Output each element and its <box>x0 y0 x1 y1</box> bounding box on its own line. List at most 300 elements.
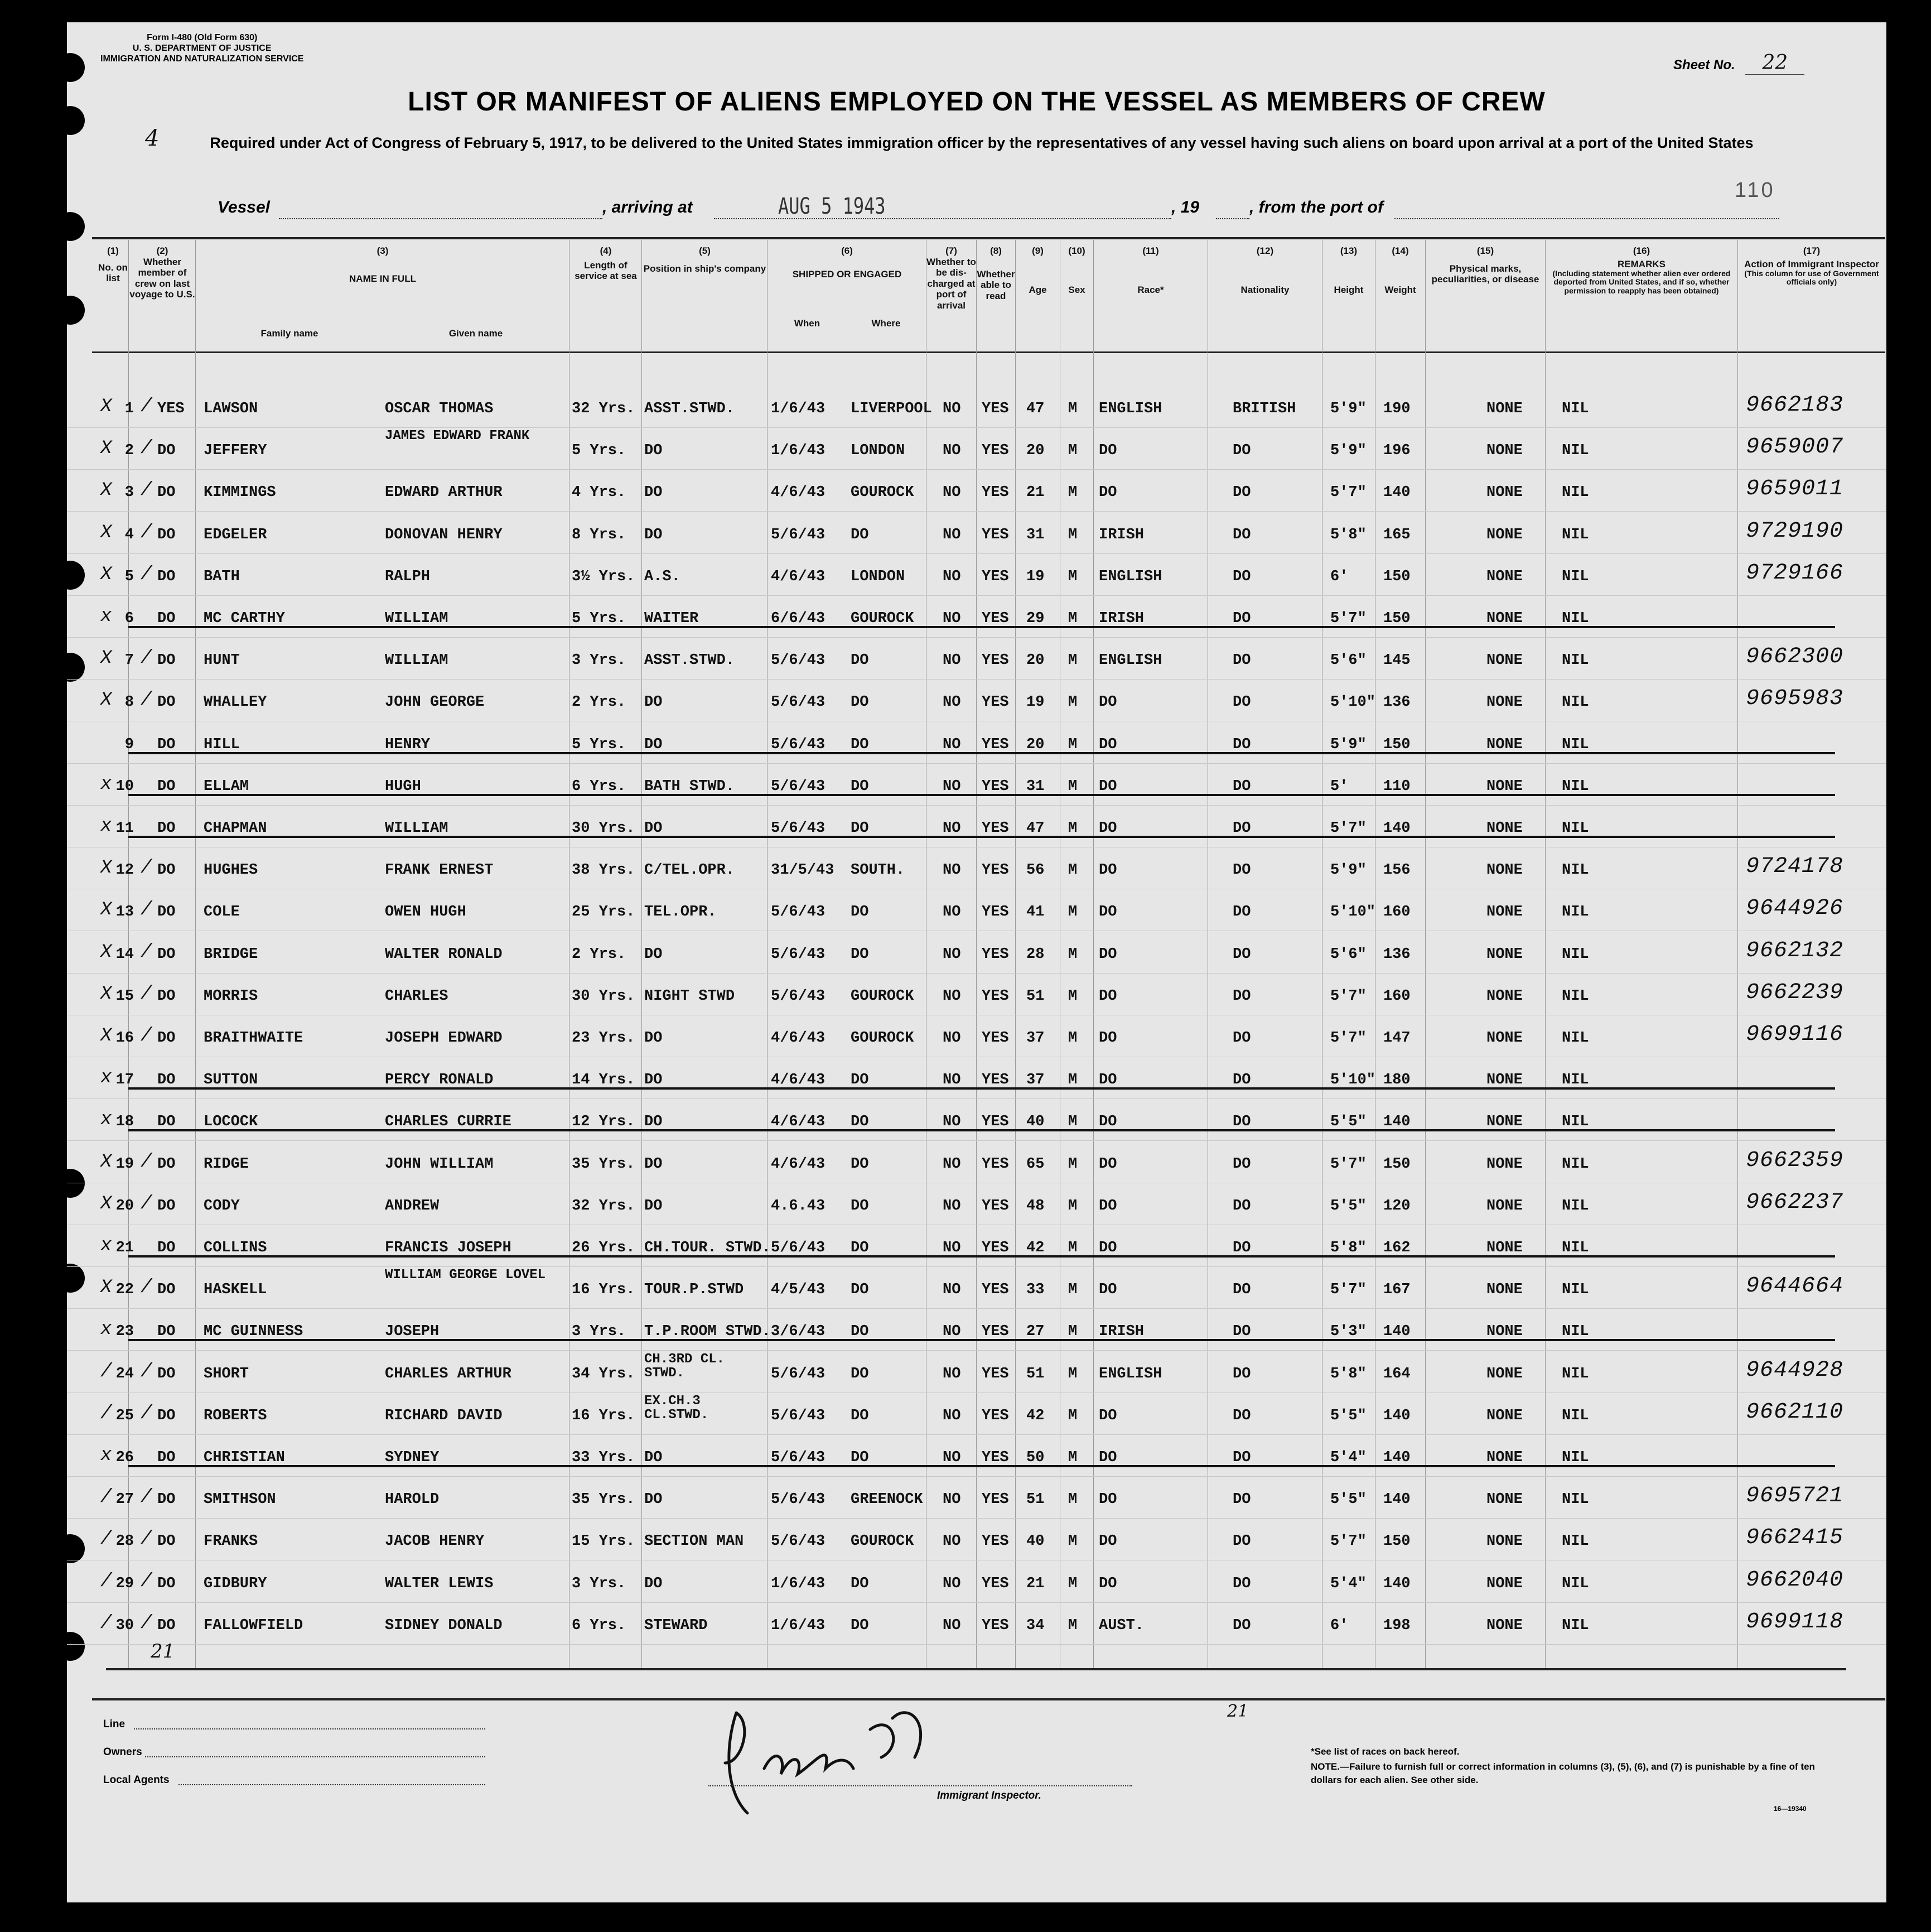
nationality: DO <box>1233 946 1251 963</box>
row-number: 9 <box>124 736 134 753</box>
form-id-line: Form I-480 (Old Form 630) <box>147 33 258 42</box>
nationality: DO <box>1233 1281 1251 1299</box>
weight: 150 <box>1383 1533 1411 1550</box>
arriving-label: , arriving at <box>602 198 693 216</box>
engaged-where: DO <box>851 1449 869 1466</box>
family-name: ELLAM <box>204 778 249 795</box>
col-number: (6) <box>841 245 853 256</box>
row-rule <box>67 1644 1886 1645</box>
physical-marks: NONE <box>1486 1114 1523 1131</box>
race: IRISH <box>1099 526 1145 543</box>
col-number: (15) <box>1476 245 1494 256</box>
able-to-read: YES <box>982 1575 1009 1592</box>
remarks: NIL <box>1562 568 1589 585</box>
given-name: WALTER RONALD <box>385 946 503 963</box>
row-rule <box>67 1140 1886 1141</box>
member-last-voyage: DO <box>157 1114 176 1131</box>
weight: 140 <box>1383 1114 1411 1131</box>
remarks: NIL <box>1562 778 1589 795</box>
inspector-action: 9659007 <box>1746 435 1844 460</box>
age: 20 <box>1026 442 1045 460</box>
given-name-header: Given name <box>448 328 503 339</box>
age: 48 <box>1026 1197 1045 1215</box>
row-mark: X <box>100 690 112 711</box>
race: ENGLISH <box>1099 652 1162 669</box>
nationality: DO <box>1233 862 1251 879</box>
able-to-read: YES <box>982 1407 1009 1424</box>
table-row <box>67 1351 1886 1395</box>
to-be-discharged: NO <box>943 1491 961 1509</box>
given-name: WALTER LEWIS <box>385 1575 494 1592</box>
vessel-line <box>218 194 1779 226</box>
punch-hole <box>67 53 85 82</box>
inspector-action: 9662300 <box>1746 644 1844 670</box>
table-row <box>67 894 1886 933</box>
table-row <box>67 1439 1886 1478</box>
row-number: 30 <box>115 1617 134 1634</box>
family-name: CHAPMAN <box>204 820 267 837</box>
weight: 120 <box>1383 1197 1411 1215</box>
length-of-service: 14 Yrs. <box>572 1072 635 1089</box>
height: 5'9" <box>1330 862 1367 879</box>
row-number: 16 <box>115 1030 134 1047</box>
inspector-action: 9662040 <box>1746 1567 1844 1593</box>
sex: M <box>1068 1197 1078 1215</box>
row-check: / <box>141 983 152 1005</box>
length-of-service: 16 Yrs. <box>572 1407 635 1424</box>
col-15-header <box>1426 245 1545 285</box>
member-last-voyage: DO <box>157 1240 176 1256</box>
row-mark: X <box>100 1277 112 1299</box>
row-number: 25 <box>115 1407 134 1424</box>
to-be-discharged: NO <box>943 1240 961 1256</box>
age: 33 <box>1026 1281 1045 1299</box>
punch-hole <box>67 296 85 325</box>
height: 5'7" <box>1330 610 1367 627</box>
ship-position: T.P.ROOM STWD. <box>644 1323 771 1341</box>
weight: 150 <box>1383 736 1411 753</box>
sex: M <box>1068 401 1078 417</box>
engaged-where: DO <box>851 1072 869 1089</box>
remarks: NIL <box>1562 1449 1589 1466</box>
ship-position: ASST.STWD. <box>644 652 735 669</box>
sex: M <box>1068 736 1078 753</box>
col-9-header <box>1016 245 1060 295</box>
height: 5'7" <box>1330 987 1367 1005</box>
agents-blank <box>178 1784 485 1785</box>
given-name: JOHN GEORGE <box>385 694 485 711</box>
nationality: DO <box>1233 1072 1251 1089</box>
race: DO <box>1099 862 1117 879</box>
col-label: Race* <box>1137 284 1164 295</box>
family-name: MORRIS <box>204 987 258 1005</box>
engaged-when: 4/6/43 <box>771 484 825 502</box>
age: 42 <box>1026 1240 1045 1256</box>
length-of-service: 3½ Yrs. <box>572 568 635 585</box>
race: DO <box>1099 1030 1117 1047</box>
row-number: 27 <box>115 1491 134 1509</box>
row-number: 5 <box>124 568 134 585</box>
given-name: CHARLES ARTHUR <box>385 1365 511 1382</box>
row-number: 4 <box>124 526 134 543</box>
inspector-action: 9662239 <box>1746 980 1844 1005</box>
given-name: OWEN HUGH <box>385 904 466 921</box>
member-last-voyage: DO <box>157 1323 176 1341</box>
given-name: JAMES EDWARD FRANK <box>385 428 530 444</box>
engaged-where: GOUROCK <box>851 610 914 627</box>
height: 5'6" <box>1330 652 1367 669</box>
when-header: When <box>794 318 820 329</box>
able-to-read: YES <box>982 1155 1009 1173</box>
family-name: RIDGE <box>204 1155 249 1173</box>
member-last-voyage: YES <box>157 401 185 417</box>
age: 47 <box>1026 820 1045 837</box>
member-last-voyage: DO <box>157 778 176 795</box>
sex: M <box>1068 442 1078 460</box>
nationality: DO <box>1233 987 1251 1005</box>
inspector-action: 9644928 <box>1746 1357 1844 1383</box>
strike-line <box>128 752 1835 754</box>
nationality: DO <box>1233 484 1251 502</box>
col-label: Length of service at sea <box>575 259 637 282</box>
member-last-voyage: DO <box>157 1197 176 1215</box>
member-last-voyage: DO <box>157 1155 176 1173</box>
weight: 145 <box>1383 652 1411 669</box>
form-title: LIST OR MANIFEST OF ALIENS EMPLOYED ON THE VESSEL AS MEMBERS OF CREW <box>408 87 1546 117</box>
col-label: REMARKS <box>1618 258 1666 269</box>
able-to-read: YES <box>982 820 1009 837</box>
manifest-sheet <box>67 22 1886 1902</box>
family-name: HASKELL <box>204 1281 267 1299</box>
sheet-label: Sheet No. <box>1673 57 1735 73</box>
ship-position: DO <box>644 1030 663 1047</box>
race: DO <box>1099 736 1117 753</box>
ship-position: DO <box>644 946 663 963</box>
engaged-where: DO <box>851 526 869 543</box>
height: 5'8" <box>1330 1240 1367 1256</box>
engaged-where: LONDON <box>851 442 905 460</box>
to-be-discharged: NO <box>943 1449 961 1466</box>
col-label: Weight <box>1384 284 1416 295</box>
table-row <box>67 810 1886 849</box>
line-blank <box>134 1728 485 1729</box>
weight: 136 <box>1383 694 1411 711</box>
able-to-read: YES <box>982 736 1009 753</box>
sex: M <box>1068 1072 1078 1089</box>
length-of-service: 8 Yrs. <box>572 526 626 543</box>
to-be-discharged: NO <box>943 904 961 921</box>
race: DO <box>1099 1575 1117 1592</box>
able-to-read: YES <box>982 1072 1009 1089</box>
age: 20 <box>1026 736 1045 753</box>
table-row <box>67 1607 1886 1646</box>
ship-position: WAITER <box>644 610 699 627</box>
form-code: 16—19340 <box>1774 1805 1807 1813</box>
vessel-blank <box>279 218 602 219</box>
col-label: Whether able to read <box>977 268 1015 301</box>
sex: M <box>1068 484 1078 502</box>
row-check: / <box>141 1529 152 1550</box>
row-number: 20 <box>115 1197 134 1215</box>
height: 5' <box>1330 778 1349 795</box>
inspector-action: 9724178 <box>1746 854 1844 880</box>
sex: M <box>1068 778 1078 795</box>
given-name: WILLIAM <box>385 610 448 627</box>
row-rule <box>67 553 1886 554</box>
length-of-service: 6 Yrs. <box>572 1617 626 1634</box>
row-mark: x <box>100 606 112 627</box>
row-check: / <box>141 1025 152 1047</box>
length-of-service: 15 Yrs. <box>572 1533 635 1550</box>
to-be-discharged: NO <box>943 1281 961 1299</box>
height: 5'10" <box>1330 1072 1376 1089</box>
length-of-service: 32 Yrs. <box>572 401 635 417</box>
row-number: 10 <box>115 778 134 795</box>
length-of-service: 5 Yrs. <box>572 610 626 627</box>
height: 5'5" <box>1330 1491 1367 1509</box>
nationality: DO <box>1233 904 1251 921</box>
ship-position: DO <box>644 526 663 543</box>
length-of-service: 12 Yrs. <box>572 1114 635 1131</box>
member-last-voyage: DO <box>157 1030 176 1047</box>
row-number: 19 <box>115 1155 134 1173</box>
sex: M <box>1068 1240 1078 1256</box>
weight: 190 <box>1383 401 1411 417</box>
engaged-where: DO <box>851 1114 869 1131</box>
nationality: DO <box>1233 1197 1251 1215</box>
row-mark: X <box>100 480 112 502</box>
col-note: (Including statement whether alien ever ordered deported from United States, and if so, whether permission to reapply has been obtained) <box>1552 269 1731 295</box>
length-of-service: 3 Yrs. <box>572 652 626 669</box>
length-of-service: 35 Yrs. <box>572 1155 635 1173</box>
given-name: CHARLES CURRIE <box>385 1114 511 1131</box>
row-rule <box>67 973 1886 974</box>
row-check: / <box>141 522 152 543</box>
inspector-signature <box>703 1679 993 1824</box>
row-check: / <box>141 1151 152 1173</box>
row-rule <box>67 469 1886 470</box>
height: 5'7" <box>1330 1030 1367 1047</box>
able-to-read: YES <box>982 652 1009 669</box>
to-be-discharged: NO <box>943 526 961 543</box>
given-name: FRANK ERNEST <box>385 862 494 879</box>
ship-position: ASST.STWD. <box>644 401 735 417</box>
race: DO <box>1099 820 1117 837</box>
table-row <box>67 642 1886 681</box>
able-to-read: YES <box>982 778 1009 795</box>
row-mark: X <box>100 857 112 879</box>
row-mark: X <box>100 899 112 921</box>
remarks: NIL <box>1562 652 1589 669</box>
ship-position: SECTION MAN <box>644 1533 744 1550</box>
length-of-service: 25 Yrs. <box>572 904 635 921</box>
weight: 110 <box>1383 778 1411 795</box>
row-number: 15 <box>115 987 134 1005</box>
col-number: (7) <box>945 245 957 256</box>
member-last-voyage: DO <box>157 568 176 585</box>
owners-label: Owners <box>103 1746 142 1758</box>
to-be-discharged: NO <box>943 652 961 669</box>
member-last-voyage: DO <box>157 1449 176 1466</box>
member-last-voyage: DO <box>157 694 176 711</box>
row-mark: / <box>100 1403 112 1424</box>
member-last-voyage: DO <box>157 1072 176 1089</box>
col-14-header <box>1375 245 1425 295</box>
race: DO <box>1099 1072 1117 1089</box>
sex: M <box>1068 862 1078 879</box>
col-number: (13) <box>1340 245 1358 256</box>
height: 5'9" <box>1330 401 1367 417</box>
age: 40 <box>1026 1114 1045 1131</box>
weight: 164 <box>1383 1365 1411 1382</box>
sex: M <box>1068 694 1078 711</box>
given-name: JOSEPH <box>385 1323 440 1341</box>
sex: M <box>1068 1449 1078 1466</box>
engaged-where: GOUROCK <box>851 1533 914 1550</box>
family-name: COLLINS <box>204 1240 267 1256</box>
race: AUST. <box>1099 1617 1145 1634</box>
col-label: Sex <box>1068 284 1085 295</box>
race: DO <box>1099 484 1117 502</box>
age: 27 <box>1026 1323 1045 1341</box>
row-number: 26 <box>115 1449 134 1466</box>
line-label: Line <box>103 1718 125 1730</box>
weight: 160 <box>1383 904 1411 921</box>
remarks: NIL <box>1562 1617 1589 1634</box>
height: 5'8" <box>1330 1365 1367 1382</box>
nationality: DO <box>1233 1491 1251 1509</box>
row-rule <box>67 679 1886 680</box>
col-2-header <box>129 245 195 300</box>
row-number: 22 <box>115 1281 134 1299</box>
row-number: 11 <box>115 820 134 837</box>
to-be-discharged: NO <box>943 401 961 417</box>
row-mark: / <box>100 1361 112 1382</box>
family-name: COLE <box>204 904 240 921</box>
row-check: / <box>141 1612 152 1634</box>
member-last-voyage: DO <box>157 442 176 460</box>
able-to-read: YES <box>982 1449 1009 1466</box>
able-to-read: YES <box>982 1491 1009 1509</box>
family-name: BRIDGE <box>204 946 258 963</box>
engaged-when: 5/6/43 <box>771 904 825 921</box>
member-last-voyage: DO <box>157 652 176 669</box>
row-rule <box>67 763 1886 764</box>
punch-hole <box>67 212 85 241</box>
age: 21 <box>1026 484 1045 502</box>
length-of-service: 35 Yrs. <box>572 1491 635 1509</box>
table-row <box>67 768 1886 807</box>
able-to-read: YES <box>982 987 1009 1005</box>
weight: 140 <box>1383 1575 1411 1592</box>
height: 5'5" <box>1330 1407 1367 1424</box>
family-name: EDGELER <box>204 526 267 543</box>
engaged-when: 5/6/43 <box>771 1240 825 1256</box>
inspector-action: 9695983 <box>1746 686 1844 712</box>
race: DO <box>1099 694 1117 711</box>
length-of-service: 4 Yrs. <box>572 484 626 502</box>
able-to-read: YES <box>982 1533 1009 1550</box>
family-name: MC CARTHY <box>204 610 285 627</box>
weight: 196 <box>1383 442 1411 460</box>
ship-position: DO <box>644 1575 663 1592</box>
inspector-line <box>708 1785 1132 1786</box>
nationality: DO <box>1233 652 1251 669</box>
weight: 160 <box>1383 987 1411 1005</box>
strike-line <box>128 1339 1835 1341</box>
inspector-action: 9644664 <box>1746 1274 1844 1299</box>
race: DO <box>1099 442 1117 460</box>
engaged-where: DO <box>851 820 869 837</box>
engaged-when: 5/6/43 <box>771 1365 825 1382</box>
table-row <box>67 684 1886 723</box>
engaged-when: 4/6/43 <box>771 1030 825 1047</box>
given-name: WILLIAM <box>385 820 448 837</box>
ship-position: DO <box>644 484 663 502</box>
inspector-action: 9729190 <box>1746 518 1844 544</box>
table-row <box>67 726 1886 765</box>
table-row <box>67 474 1886 513</box>
nationality: DO <box>1233 526 1251 543</box>
remarks: NIL <box>1562 1533 1589 1550</box>
row-mark: x <box>100 1067 112 1089</box>
row-number: 12 <box>115 862 134 879</box>
weight: 150 <box>1383 610 1411 627</box>
member-last-voyage: DO <box>157 904 176 921</box>
given-name: PERCY RONALD <box>385 1072 494 1089</box>
engaged-when: 4/5/43 <box>771 1281 825 1299</box>
sex: M <box>1068 1533 1078 1550</box>
row-rule <box>67 1602 1886 1603</box>
able-to-read: YES <box>982 1114 1009 1131</box>
physical-marks: NONE <box>1486 652 1523 669</box>
height: 5'10" <box>1330 904 1376 921</box>
page-number: 110 <box>1735 179 1775 202</box>
table-row <box>67 1481 1886 1520</box>
remarks: NIL <box>1562 1323 1589 1341</box>
to-be-discharged: NO <box>943 946 961 963</box>
given-name: RICHARD DAVID <box>385 1407 503 1424</box>
member-last-voyage: DO <box>157 526 176 543</box>
table-row <box>67 1565 1886 1605</box>
race: ENGLISH <box>1099 1365 1162 1382</box>
ship-position: DO <box>644 1155 663 1173</box>
nationality: DO <box>1233 736 1251 753</box>
from-port-label: , from the port of <box>1249 198 1383 216</box>
race: DO <box>1099 1240 1117 1256</box>
row-check: / <box>141 690 152 711</box>
able-to-read: YES <box>982 904 1009 921</box>
able-to-read: YES <box>982 1365 1009 1382</box>
table-row <box>67 978 1886 1017</box>
physical-marks: NONE <box>1486 1575 1523 1592</box>
nationality: DO <box>1233 1407 1251 1424</box>
race: DO <box>1099 1155 1117 1173</box>
table-row <box>67 1313 1886 1352</box>
weight: 140 <box>1383 1491 1411 1509</box>
nationality: DO <box>1233 1030 1251 1047</box>
engaged-when: 31/5/43 <box>771 862 834 879</box>
given-name: JOHN WILLIAM <box>385 1155 494 1173</box>
col-number: (12) <box>1256 245 1274 256</box>
height: 5'7" <box>1330 820 1367 837</box>
ship-position: TOUR.P.STWD <box>644 1281 744 1299</box>
given-name: RALPH <box>385 568 431 585</box>
row-rule <box>67 1266 1886 1267</box>
length-of-service: 16 Yrs. <box>572 1281 635 1299</box>
given-name: JACOB HENRY <box>385 1533 485 1550</box>
nationality: DO <box>1233 1323 1251 1341</box>
